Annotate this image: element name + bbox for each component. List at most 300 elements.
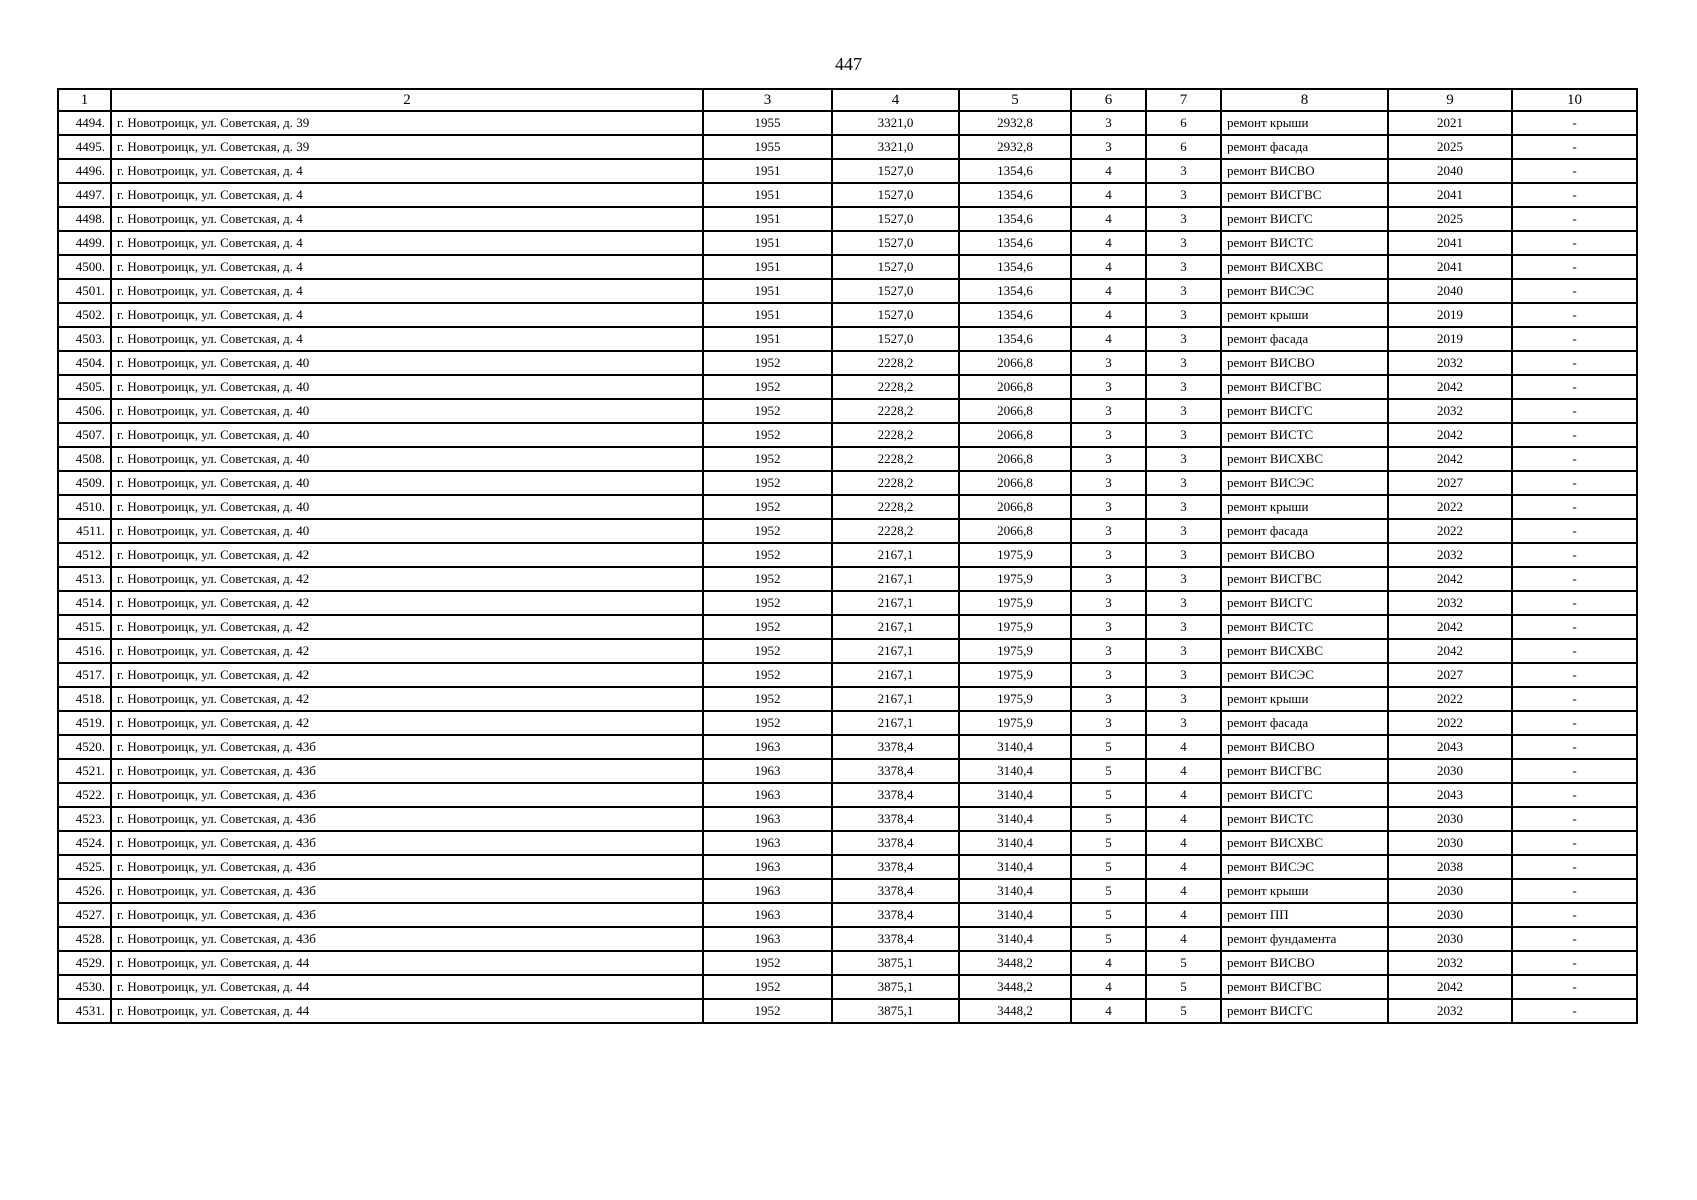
address-cell: г. Новотроицк, ул. Советская, д. 4	[111, 207, 703, 231]
address-cell: г. Новотроицк, ул. Советская, д. 4	[111, 255, 703, 279]
work-type-cell: ремонт фасада	[1221, 711, 1388, 735]
row-number: 4513.	[58, 567, 111, 591]
table-row	[58, 303, 1637, 327]
year-built-cell: 1952	[703, 519, 832, 543]
year-built-cell: 1951	[703, 303, 832, 327]
work-type-cell: ремонт крыши	[1221, 111, 1388, 135]
table-row	[58, 807, 1637, 831]
year-built-cell: 1963	[703, 831, 832, 855]
year-built-cell: 1951	[703, 327, 832, 351]
year-built-cell: 1952	[703, 375, 832, 399]
floors-cell: 4	[1071, 327, 1146, 351]
address-cell: г. Новотроицк, ул. Советская, д. 42	[111, 711, 703, 735]
entrances-cell: 3	[1146, 519, 1221, 543]
row-number: 4496.	[58, 159, 111, 183]
table-row	[58, 855, 1637, 879]
address-cell: г. Новотроицк, ул. Советская, д. 4	[111, 231, 703, 255]
floors-cell: 4	[1071, 951, 1146, 975]
row-number: 4503.	[58, 327, 111, 351]
planned-year-cell: 2027	[1388, 471, 1512, 495]
living-area-cell: 3448,2	[959, 951, 1071, 975]
planned-year-cell: 2030	[1388, 903, 1512, 927]
total-area-cell: 2228,2	[832, 423, 959, 447]
work-type-cell: ремонт ВИСТС	[1221, 615, 1388, 639]
entrances-cell: 3	[1146, 255, 1221, 279]
total-area-cell: 3378,4	[832, 759, 959, 783]
living-area-cell: 3140,4	[959, 903, 1071, 927]
year-built-cell: 1952	[703, 711, 832, 735]
address-cell: г. Новотроицк, ул. Советская, д. 43б	[111, 807, 703, 831]
total-area-cell: 3378,4	[832, 927, 959, 951]
work-type-cell: ремонт ВИСВО	[1221, 543, 1388, 567]
living-area-cell: 2066,8	[959, 471, 1071, 495]
year-built-cell: 1952	[703, 591, 832, 615]
note-cell: -	[1512, 567, 1637, 591]
planned-year-cell: 2022	[1388, 519, 1512, 543]
table-row	[58, 495, 1637, 519]
note-cell: -	[1512, 663, 1637, 687]
note-cell: -	[1512, 207, 1637, 231]
planned-year-cell: 2042	[1388, 615, 1512, 639]
entrances-cell: 3	[1146, 495, 1221, 519]
row-number: 4502.	[58, 303, 111, 327]
address-cell: г. Новотроицк, ул. Советская, д. 4	[111, 183, 703, 207]
note-cell: -	[1512, 855, 1637, 879]
total-area-cell: 3875,1	[832, 951, 959, 975]
floors-cell: 4	[1071, 999, 1146, 1023]
row-number: 4530.	[58, 975, 111, 999]
planned-year-cell: 2030	[1388, 759, 1512, 783]
work-type-cell: ремонт крыши	[1221, 687, 1388, 711]
planned-year-cell: 2030	[1388, 831, 1512, 855]
work-type-cell: ремонт ВИСВО	[1221, 951, 1388, 975]
total-area-cell: 3378,4	[832, 735, 959, 759]
floors-cell: 3	[1071, 663, 1146, 687]
table-body	[58, 111, 1637, 1023]
living-area-cell: 3448,2	[959, 999, 1071, 1023]
floors-cell: 3	[1071, 351, 1146, 375]
year-built-cell: 1955	[703, 111, 832, 135]
address-cell: г. Новотроицк, ул. Советская, д. 42	[111, 639, 703, 663]
year-built-cell: 1955	[703, 135, 832, 159]
note-cell: -	[1512, 279, 1637, 303]
work-type-cell: ремонт ВИСХВС	[1221, 447, 1388, 471]
total-area-cell: 3378,4	[832, 807, 959, 831]
floors-cell: 5	[1071, 879, 1146, 903]
note-cell: -	[1512, 615, 1637, 639]
floors-cell: 4	[1071, 231, 1146, 255]
work-type-cell: ремонт фасада	[1221, 135, 1388, 159]
planned-year-cell: 2032	[1388, 399, 1512, 423]
total-area-cell: 2167,1	[832, 543, 959, 567]
note-cell: -	[1512, 591, 1637, 615]
note-cell: -	[1512, 471, 1637, 495]
living-area-cell: 1975,9	[959, 711, 1071, 735]
work-type-cell: ремонт ВИСХВС	[1221, 255, 1388, 279]
floors-cell: 3	[1071, 639, 1146, 663]
entrances-cell: 4	[1146, 759, 1221, 783]
table-row	[58, 975, 1637, 999]
year-built-cell: 1951	[703, 231, 832, 255]
year-built-cell: 1963	[703, 783, 832, 807]
total-area-cell: 1527,0	[832, 159, 959, 183]
floors-cell: 5	[1071, 759, 1146, 783]
living-area-cell: 2066,8	[959, 399, 1071, 423]
address-cell: г. Новотроицк, ул. Советская, д. 40	[111, 471, 703, 495]
entrances-cell: 4	[1146, 783, 1221, 807]
row-number: 4511.	[58, 519, 111, 543]
floors-cell: 3	[1071, 711, 1146, 735]
row-number: 4512.	[58, 543, 111, 567]
address-cell: г. Новотроицк, ул. Советская, д. 44	[111, 951, 703, 975]
planned-year-cell: 2019	[1388, 327, 1512, 351]
work-type-cell: ремонт фундамента	[1221, 927, 1388, 951]
entrances-cell: 6	[1146, 111, 1221, 135]
entrances-cell: 3	[1146, 591, 1221, 615]
address-cell: г. Новотроицк, ул. Советская, д. 42	[111, 687, 703, 711]
living-area-cell: 3140,4	[959, 927, 1071, 951]
table-row	[58, 543, 1637, 567]
living-area-cell: 3140,4	[959, 855, 1071, 879]
work-type-cell: ремонт ВИСТС	[1221, 423, 1388, 447]
row-number: 4495.	[58, 135, 111, 159]
planned-year-cell: 2040	[1388, 159, 1512, 183]
living-area-cell: 2066,8	[959, 519, 1071, 543]
planned-year-cell: 2041	[1388, 255, 1512, 279]
note-cell: -	[1512, 447, 1637, 471]
note-cell: -	[1512, 807, 1637, 831]
total-area-cell: 2228,2	[832, 375, 959, 399]
row-number: 4519.	[58, 711, 111, 735]
year-built-cell: 1963	[703, 903, 832, 927]
living-area-cell: 2066,8	[959, 351, 1071, 375]
year-built-cell: 1952	[703, 471, 832, 495]
living-area-cell: 3448,2	[959, 975, 1071, 999]
total-area-cell: 1527,0	[832, 183, 959, 207]
table-row	[58, 903, 1637, 927]
year-built-cell: 1951	[703, 207, 832, 231]
total-area-cell: 3875,1	[832, 999, 959, 1023]
note-cell: -	[1512, 879, 1637, 903]
row-number: 4494.	[58, 111, 111, 135]
work-type-cell: ремонт ВИСХВС	[1221, 639, 1388, 663]
row-number: 4504.	[58, 351, 111, 375]
year-built-cell: 1963	[703, 927, 832, 951]
entrances-cell: 3	[1146, 207, 1221, 231]
planned-year-cell: 2041	[1388, 183, 1512, 207]
living-area-cell: 2066,8	[959, 447, 1071, 471]
total-area-cell: 2228,2	[832, 519, 959, 543]
floors-cell: 5	[1071, 831, 1146, 855]
total-area-cell: 3321,0	[832, 135, 959, 159]
note-cell: -	[1512, 831, 1637, 855]
table-row	[58, 591, 1637, 615]
row-number: 4521.	[58, 759, 111, 783]
address-cell: г. Новотроицк, ул. Советская, д. 40	[111, 399, 703, 423]
work-type-cell: ремонт крыши	[1221, 303, 1388, 327]
work-type-cell: ремонт крыши	[1221, 879, 1388, 903]
floors-cell: 3	[1071, 375, 1146, 399]
planned-year-cell: 2021	[1388, 111, 1512, 135]
planned-year-cell: 2042	[1388, 375, 1512, 399]
row-number: 4498.	[58, 207, 111, 231]
planned-year-cell: 2022	[1388, 711, 1512, 735]
planned-year-cell: 2042	[1388, 567, 1512, 591]
work-type-cell: ремонт ПП	[1221, 903, 1388, 927]
row-number: 4507.	[58, 423, 111, 447]
address-cell: г. Новотроицк, ул. Советская, д. 44	[111, 999, 703, 1023]
living-area-cell: 3140,4	[959, 831, 1071, 855]
floors-cell: 3	[1071, 567, 1146, 591]
note-cell: -	[1512, 687, 1637, 711]
note-cell: -	[1512, 351, 1637, 375]
entrances-cell: 3	[1146, 687, 1221, 711]
row-number: 4531.	[58, 999, 111, 1023]
floors-cell: 5	[1071, 855, 1146, 879]
year-built-cell: 1952	[703, 975, 832, 999]
total-area-cell: 2228,2	[832, 471, 959, 495]
note-cell: -	[1512, 927, 1637, 951]
address-cell: г. Новотроицк, ул. Советская, д. 43б	[111, 759, 703, 783]
note-cell: -	[1512, 951, 1637, 975]
year-built-cell: 1952	[703, 951, 832, 975]
address-cell: г. Новотроицк, ул. Советская, д. 4	[111, 159, 703, 183]
work-type-cell: ремонт ВИСГВС	[1221, 183, 1388, 207]
total-area-cell: 3378,4	[832, 831, 959, 855]
column-header-6: 6	[1071, 89, 1146, 111]
address-cell: г. Новотроицк, ул. Советская, д. 40	[111, 375, 703, 399]
planned-year-cell: 2041	[1388, 231, 1512, 255]
entrances-cell: 3	[1146, 351, 1221, 375]
living-area-cell: 2066,8	[959, 495, 1071, 519]
table-row	[58, 711, 1637, 735]
total-area-cell: 3875,1	[832, 975, 959, 999]
year-built-cell: 1952	[703, 663, 832, 687]
work-type-cell: ремонт ВИСЭС	[1221, 663, 1388, 687]
table-row	[58, 615, 1637, 639]
living-area-cell: 1975,9	[959, 543, 1071, 567]
table-row	[58, 663, 1637, 687]
address-cell: г. Новотроицк, ул. Советская, д. 43б	[111, 735, 703, 759]
total-area-cell: 2228,2	[832, 399, 959, 423]
planned-year-cell: 2032	[1388, 543, 1512, 567]
year-built-cell: 1952	[703, 399, 832, 423]
work-type-cell: ремонт ВИСГВС	[1221, 567, 1388, 591]
floors-cell: 3	[1071, 135, 1146, 159]
note-cell: -	[1512, 543, 1637, 567]
column-header-1: 1	[58, 89, 111, 111]
work-type-cell: ремонт ВИСХВС	[1221, 831, 1388, 855]
row-number: 4510.	[58, 495, 111, 519]
address-cell: г. Новотроицк, ул. Советская, д. 43б	[111, 879, 703, 903]
entrances-cell: 3	[1146, 279, 1221, 303]
living-area-cell: 1354,6	[959, 159, 1071, 183]
address-cell: г. Новотроицк, ул. Советская, д. 44	[111, 975, 703, 999]
total-area-cell: 2167,1	[832, 711, 959, 735]
entrances-cell: 4	[1146, 807, 1221, 831]
entrances-cell: 3	[1146, 447, 1221, 471]
work-type-cell: ремонт ВИСЭС	[1221, 279, 1388, 303]
entrances-cell: 3	[1146, 399, 1221, 423]
row-number: 4516.	[58, 639, 111, 663]
work-type-cell: ремонт ВИСГВС	[1221, 759, 1388, 783]
year-built-cell: 1951	[703, 279, 832, 303]
planned-year-cell: 2042	[1388, 447, 1512, 471]
address-cell: г. Новотроицк, ул. Советская, д. 42	[111, 615, 703, 639]
address-cell: г. Новотроицк, ул. Советская, д. 43б	[111, 903, 703, 927]
entrances-cell: 3	[1146, 327, 1221, 351]
entrances-cell: 3	[1146, 471, 1221, 495]
year-built-cell: 1952	[703, 567, 832, 591]
year-built-cell: 1951	[703, 159, 832, 183]
row-number: 4522.	[58, 783, 111, 807]
living-area-cell: 2066,8	[959, 423, 1071, 447]
address-cell: г. Новотроицк, ул. Советская, д. 43б	[111, 927, 703, 951]
entrances-cell: 5	[1146, 951, 1221, 975]
living-area-cell: 3140,4	[959, 759, 1071, 783]
living-area-cell: 1354,6	[959, 183, 1071, 207]
living-area-cell: 1354,6	[959, 207, 1071, 231]
total-area-cell: 3378,4	[832, 783, 959, 807]
address-cell: г. Новотроицк, ул. Советская, д. 4	[111, 327, 703, 351]
entrances-cell: 3	[1146, 663, 1221, 687]
row-number: 4500.	[58, 255, 111, 279]
header-row	[58, 89, 1637, 111]
living-area-cell: 1975,9	[959, 567, 1071, 591]
address-cell: г. Новотроицк, ул. Советская, д. 42	[111, 567, 703, 591]
floors-cell: 4	[1071, 255, 1146, 279]
planned-year-cell: 2019	[1388, 303, 1512, 327]
total-area-cell: 1527,0	[832, 207, 959, 231]
address-cell: г. Новотроицк, ул. Советская, д. 40	[111, 423, 703, 447]
floors-cell: 4	[1071, 279, 1146, 303]
address-cell: г. Новотроицк, ул. Советская, д. 4	[111, 303, 703, 327]
table-row	[58, 231, 1637, 255]
table-row	[58, 687, 1637, 711]
total-area-cell: 1527,0	[832, 231, 959, 255]
table-row	[58, 951, 1637, 975]
table-row	[58, 183, 1637, 207]
row-number: 4509.	[58, 471, 111, 495]
planned-year-cell: 2042	[1388, 639, 1512, 663]
table-row	[58, 423, 1637, 447]
living-area-cell: 2932,8	[959, 111, 1071, 135]
floors-cell: 3	[1071, 471, 1146, 495]
total-area-cell: 2167,1	[832, 615, 959, 639]
note-cell: -	[1512, 183, 1637, 207]
address-cell: г. Новотроицк, ул. Советская, д. 42	[111, 591, 703, 615]
entrances-cell: 3	[1146, 423, 1221, 447]
column-header-9: 9	[1388, 89, 1512, 111]
note-cell: -	[1512, 975, 1637, 999]
note-cell: -	[1512, 903, 1637, 927]
entrances-cell: 5	[1146, 975, 1221, 999]
table-row	[58, 999, 1637, 1023]
entrances-cell: 3	[1146, 615, 1221, 639]
entrances-cell: 4	[1146, 831, 1221, 855]
planned-year-cell: 2022	[1388, 687, 1512, 711]
planned-year-cell: 2030	[1388, 927, 1512, 951]
table-row	[58, 759, 1637, 783]
living-area-cell: 1354,6	[959, 303, 1071, 327]
entrances-cell: 3	[1146, 183, 1221, 207]
entrances-cell: 4	[1146, 879, 1221, 903]
row-number: 4525.	[58, 855, 111, 879]
entrances-cell: 3	[1146, 159, 1221, 183]
work-type-cell: ремонт ВИСГВС	[1221, 375, 1388, 399]
living-area-cell: 1975,9	[959, 615, 1071, 639]
planned-year-cell: 2025	[1388, 207, 1512, 231]
note-cell: -	[1512, 327, 1637, 351]
floors-cell: 3	[1071, 615, 1146, 639]
year-built-cell: 1952	[703, 999, 832, 1023]
living-area-cell: 3140,4	[959, 879, 1071, 903]
floors-cell: 4	[1071, 207, 1146, 231]
entrances-cell: 3	[1146, 711, 1221, 735]
living-area-cell: 1354,6	[959, 255, 1071, 279]
living-area-cell: 1975,9	[959, 591, 1071, 615]
row-number: 4497.	[58, 183, 111, 207]
entrances-cell: 4	[1146, 855, 1221, 879]
table-row	[58, 255, 1637, 279]
table-row	[58, 399, 1637, 423]
work-type-cell: ремонт крыши	[1221, 495, 1388, 519]
work-type-cell: ремонт ВИСГС	[1221, 591, 1388, 615]
year-built-cell: 1952	[703, 447, 832, 471]
row-number: 4520.	[58, 735, 111, 759]
total-area-cell: 3321,0	[832, 111, 959, 135]
note-cell: -	[1512, 399, 1637, 423]
year-built-cell: 1952	[703, 687, 832, 711]
total-area-cell: 1527,0	[832, 303, 959, 327]
column-header-10: 10	[1512, 89, 1637, 111]
row-number: 4501.	[58, 279, 111, 303]
living-area-cell: 1354,6	[959, 327, 1071, 351]
note-cell: -	[1512, 999, 1637, 1023]
year-built-cell: 1963	[703, 855, 832, 879]
total-area-cell: 2167,1	[832, 687, 959, 711]
note-cell: -	[1512, 711, 1637, 735]
floors-cell: 3	[1071, 495, 1146, 519]
total-area-cell: 1527,0	[832, 279, 959, 303]
floors-cell: 3	[1071, 111, 1146, 135]
year-built-cell: 1963	[703, 879, 832, 903]
address-cell: г. Новотроицк, ул. Советская, д. 42	[111, 663, 703, 687]
entrances-cell: 3	[1146, 231, 1221, 255]
floors-cell: 3	[1071, 543, 1146, 567]
table-row	[58, 111, 1637, 135]
year-built-cell: 1952	[703, 495, 832, 519]
table-row	[58, 639, 1637, 663]
address-cell: г. Новотроицк, ул. Советская, д. 43б	[111, 783, 703, 807]
living-area-cell: 3140,4	[959, 807, 1071, 831]
row-number: 4515.	[58, 615, 111, 639]
year-built-cell: 1963	[703, 759, 832, 783]
table-row	[58, 351, 1637, 375]
planned-year-cell: 2038	[1388, 855, 1512, 879]
work-type-cell: ремонт фасада	[1221, 519, 1388, 543]
row-number: 4523.	[58, 807, 111, 831]
floors-cell: 4	[1071, 303, 1146, 327]
total-area-cell: 2228,2	[832, 351, 959, 375]
floors-cell: 4	[1071, 159, 1146, 183]
planned-year-cell: 2030	[1388, 807, 1512, 831]
table-row	[58, 471, 1637, 495]
entrances-cell: 5	[1146, 999, 1221, 1023]
planned-year-cell: 2043	[1388, 783, 1512, 807]
planned-year-cell: 2042	[1388, 423, 1512, 447]
floors-cell: 3	[1071, 447, 1146, 471]
